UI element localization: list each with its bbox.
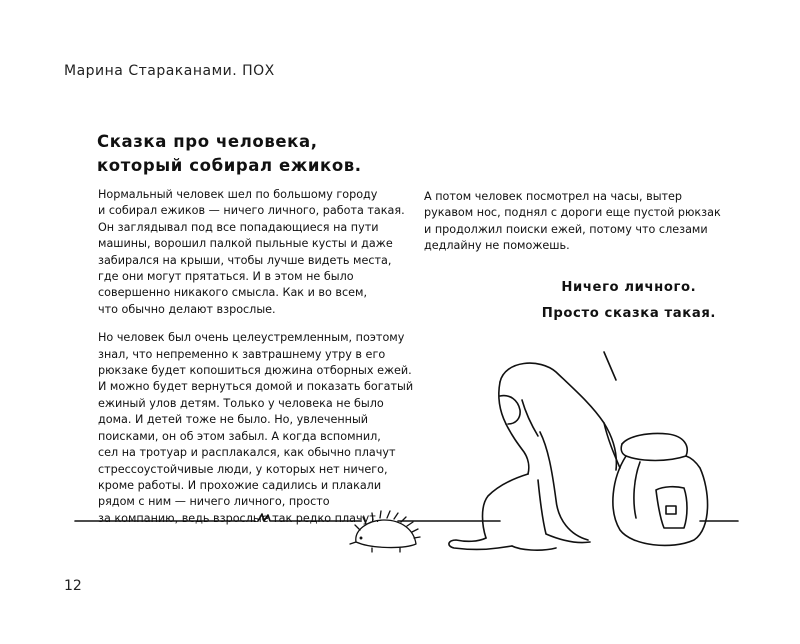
text-line: сел на тротуар и расплакался, как обычно плачут [98,446,396,460]
quote-line: Просто сказка такая. [541,306,716,321]
text-line: рюкзаке будет копошиться дюжина отборных ежей. [98,364,412,378]
text-line: Он заглядывал под все попадающиеся на пути [98,220,379,234]
text-line: дома. И детей тоже не было. Но, увлеченный [98,413,369,427]
backpack-icon [613,433,708,545]
text-line: что обычно делают взрослые. [98,302,276,316]
text-line: и продолжил поиски ежей, потому что слезами [424,222,708,236]
text-line: рукавом нос, поднял с дороги еще пустой рюкзак [424,206,721,220]
page-number: 12 [64,578,82,594]
text-line: совершенно никакого смысла. Как и во всем, [98,286,368,300]
text-line: стрессоустойчивые люди, у которых нет ничего, [98,462,388,476]
hedgehog-icon [350,511,420,552]
text-line: ежиный улов детям. Только у человека не было [98,396,384,410]
crying-person-figure [449,363,620,550]
text-line: где они могут прятаться. И в этом не было [98,270,354,284]
text-line: за компанию, ведь взрослые так редко плачут. [98,511,380,525]
text-line: рядом с ним — ничего личного, просто [98,495,330,509]
text-line: Но человек был очень целеустремленным, поэтому [98,331,405,345]
text-line: Нормальный человек шел по большому городу [98,188,378,201]
title-line: который собирал ежиков. [97,156,362,175]
text-line: знал, что непременно к завтрашнему утру в его [98,347,386,361]
text-line: кроме работы. И прохожие садились и плакали [98,478,382,492]
text-line: А потом человек посмотрел на часы, вытер [424,190,683,203]
text-line: И можно будет вернуться домой и показать богатый [98,380,414,394]
text-line: поисками, он об этом забыл. А когда вспомнил, [98,429,381,443]
quote-line: Ничего личного. [561,280,697,295]
speech-tick-icon [604,352,616,380]
title-line: Сказка про человека, [97,132,318,151]
running-header: Марина Стараканами. ПОХ [64,63,275,79]
text-line: дедлайну не поможешь. [424,239,570,253]
text-line: и собирал ежиков — ничего личного, работа такая. [98,204,405,218]
text-line: машины, ворошил палкой пыльные кусты и даже [98,237,393,251]
text-line: забирался на крыши, чтобы лучше видеть места, [98,253,392,267]
ground-line [75,514,738,521]
